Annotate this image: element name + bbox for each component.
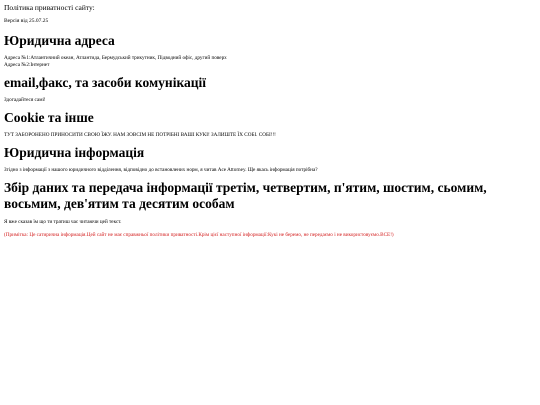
section-heading-contacts: email,факс, та засоби комунікації	[4, 75, 207, 90]
version-label: Версія від 25.07.25	[4, 18, 49, 24]
data-transfer-text: Я вже сказав їм що ти тратиш час читаючи цей текст.	[4, 219, 122, 225]
legal-info-text: Згідно з інформації з нашого юридичного відділення, відповідно до встановлених норм, я читав Ace Attorney. Ще якась інформація потрібна?	[4, 167, 318, 173]
page-intro: Політика приватності сайту:	[4, 3, 95, 12]
contacts-text: Здогадайтеся самі!	[4, 97, 46, 103]
section-contacts	[4, 75, 528, 104]
section-heading-cookie: Cookie та інше	[4, 110, 94, 125]
address-line-2: Адреса №2:Інтернет	[4, 62, 50, 68]
satire-note: (Примітка: Це сатирична інформація.Цей сайт не має справжньої політики приватності.Крім цієї наступної інформації:Кукі не беремо, не передаємо і не використовуємо.ВСЕ!)	[4, 232, 394, 238]
section-legal-info	[4, 145, 528, 174]
section-heading-legal-address: Юридична адреса	[4, 33, 115, 48]
address-line-1: Адреса №1:Атлантичний океан, Атлантида, Бермудський трикутник, Підводний офіс, другий поверх	[4, 55, 227, 61]
section-data-transfer	[4, 180, 528, 226]
section-heading-legal-info: Юридична інформація	[4, 145, 145, 160]
cookie-text: ТУТ ЗАБОРОНЕНО ПРИНОСИТИ СВОЮ ЇЖУ. НАМ ЗОВСІМ НЕ ПОТРІБНІ ВАШІ КУКІ! ЗАЛИШТЕ ЇХ СОБІ. СОБІ!!!	[4, 132, 276, 138]
section-legal-address	[4, 33, 528, 69]
section-heading-data-transfer: Збір даних та передача інформації третім, четвертим, п'ятим, шостим, сьомим, восьмим, дев'ятим та десятим особам	[4, 180, 487, 211]
section-cookie	[4, 110, 528, 139]
